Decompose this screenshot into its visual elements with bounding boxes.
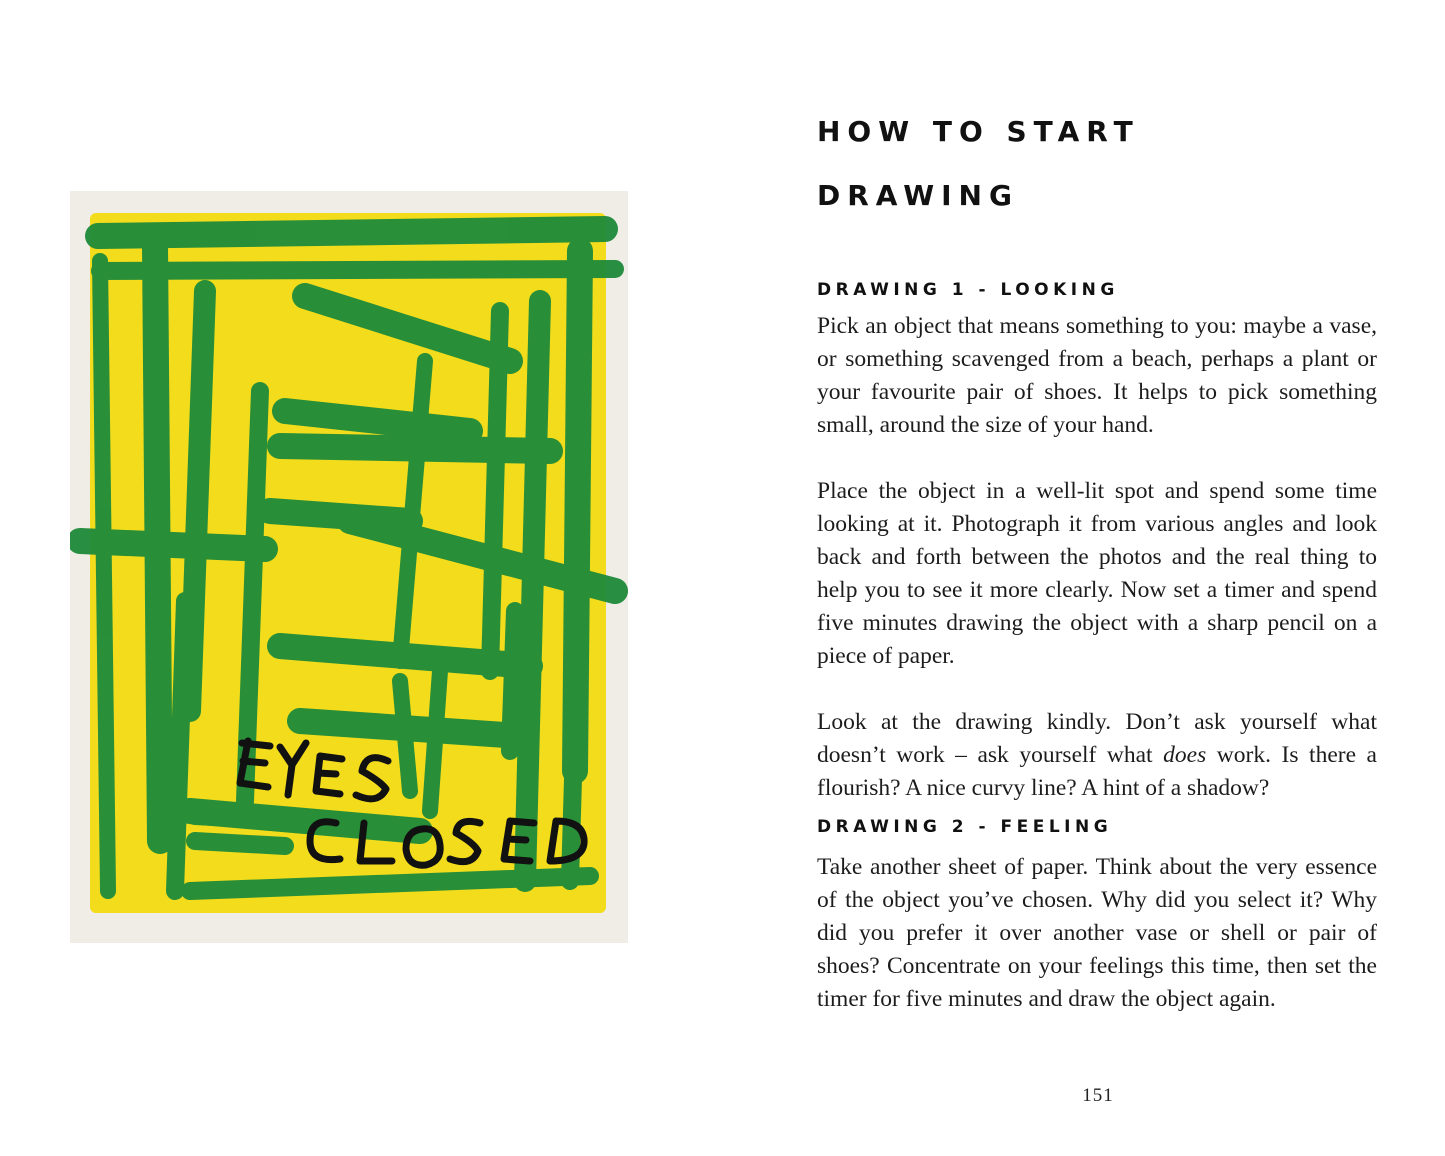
paragraph-1: Pick an object that means something to you: maybe a vase, or something scavenged from a beach, perhaps a plant or your favourite pair of shoes. It helps to pick something small, around the size of your hand.: [817, 313, 1377, 438]
title-line-1: HOW TO START: [817, 115, 1140, 148]
paragraph-3-part-2: work. Is there a flourish? A nice curvy line? A hint of a shadow?: [817, 742, 1377, 801]
paragraph-4: Take another sheet of paper. Think about the very essence of the object you’ve chosen. Why did you select it? Why did you prefer it over another vase or shell or pair of shoes? Concentrate on your feelings this time, then set the timer for five minutes and draw the object again.: [817, 854, 1377, 1012]
page-title: [817, 100, 1377, 228]
page-number: 151: [1082, 1085, 1114, 1106]
section-heading-drawing-1: DRAWING 1 - LOOKING: [817, 280, 1119, 300]
painting-canvas: [70, 191, 628, 943]
painting-illustration: [70, 191, 628, 943]
text-column: [817, 100, 1377, 1016]
section-heading-drawing-2: DRAWING 2 - FEELING: [817, 817, 1113, 837]
title-line-2: DRAWING: [817, 179, 1019, 212]
paragraph-3-emphasis: does: [1163, 742, 1207, 768]
paragraph-2: Place the object in a well-lit spot and spend some time looking at it. Photograph it from various angles and look back and forth between the photos and the real thing to help you to see it more clearly. Now set a timer and spend five minutes drawing the object with a sharp pencil on a piece of paper.: [817, 478, 1377, 669]
paragraph-3: [817, 706, 1377, 805]
paragraph-3-part-1: Look at the drawing kindly. Don’t ask yourself what doesn’t work – ask yourself what: [817, 709, 1377, 768]
